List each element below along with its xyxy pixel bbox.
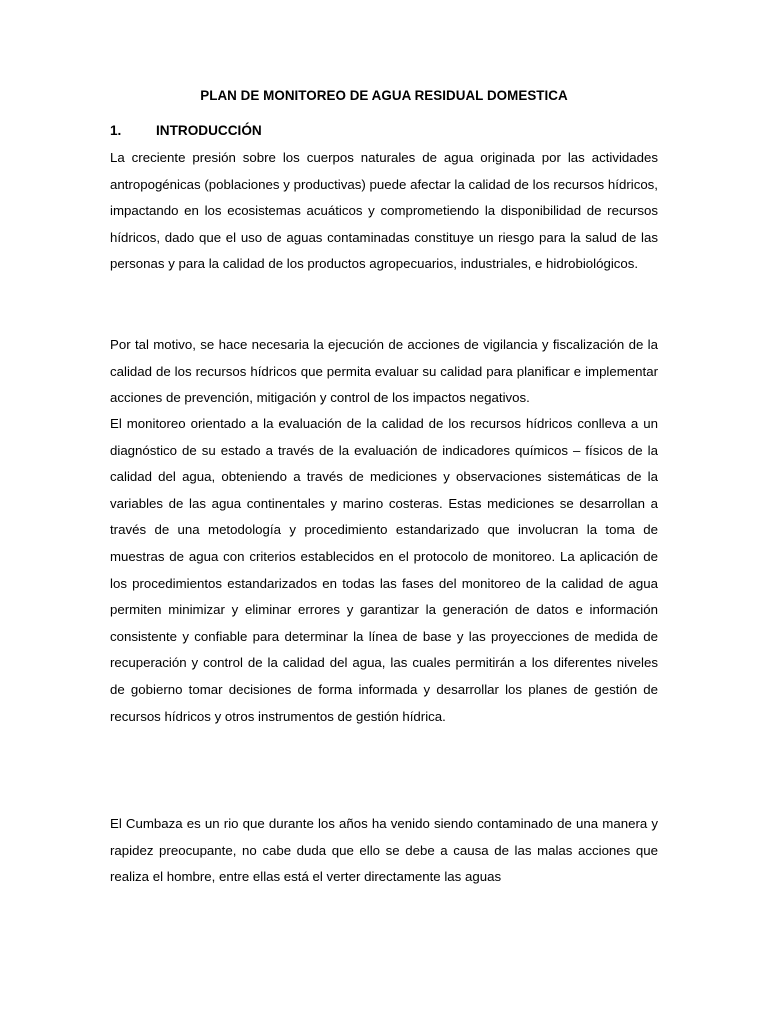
section-number: 1. [110, 123, 122, 138]
section-heading [110, 122, 262, 140]
paragraph-motive: Por tal motivo, se hace necesaria la ejecución de acciones de vigilancia y fiscalización de la calidad de los recursos hídricos que permita evaluar su calidad para planificar e implementar acciones de prevención, mitigación y control de los impactos negativos. [110, 337, 658, 406]
paragraph-cumbaza: El Cumbaza es un rio que durante los años ha venido siendo contaminado de una manera y rapidez preocupante, no cabe duda que ello se debe a causa de las malas acciones que realiza el hombre, entre ellas está el verter directamente las aguas [110, 816, 658, 885]
paragraph-intro: La creciente presión sobre los cuerpos naturales de agua originada por las actividades antropogénicas (poblaciones y productivas) puede afectar la calidad de los recursos hídricos, impactando en los ecosistemas acuáticos y comprometiendo la disponibilidad de recursos hídricos, dado que el uso de aguas contaminadas constituye un riesgo para la salud de las personas y para la calidad de los productos agropecuarios, industriales, e hidrobiológicos. [110, 150, 658, 272]
paragraph-monitoring: El monitoreo orientado a la evaluación de la calidad de los recursos hídricos conlleva a un diagnóstico de su estado a través de la evaluación de indicadores químicos – físicos de la calidad del agua, obteniendo a través de mediciones y observaciones sistemáticas de la variables de las agua continentales y marino costeras. Estas mediciones se desarrollan a través de una metodología y procedimiento estandarizado que involucran la toma de muestras de agua con criterios establecidos en el protocolo de monitoreo. La aplicación de los procedimientos estandarizados en todas las fases del monitoreo de la calidad de agua permiten minimizar y eliminar errores y garantizar la generación de datos e información consistente y confiable para determinar la línea de base y las proyecciones de medida de recuperación y control de la calidad del agua, las cuales permitirán a los diferentes niveles de gobierno tomar decisiones de forma informada y desarrollar los planes de gestión de recursos hídricos y otros instrumentos de gestión hídrica. [110, 416, 658, 724]
document-title: PLAN DE MONITOREO DE AGUA RESIDUAL DOMESTICA [200, 88, 568, 103]
section-heading-text: INTRODUCCIÓN [156, 123, 262, 138]
